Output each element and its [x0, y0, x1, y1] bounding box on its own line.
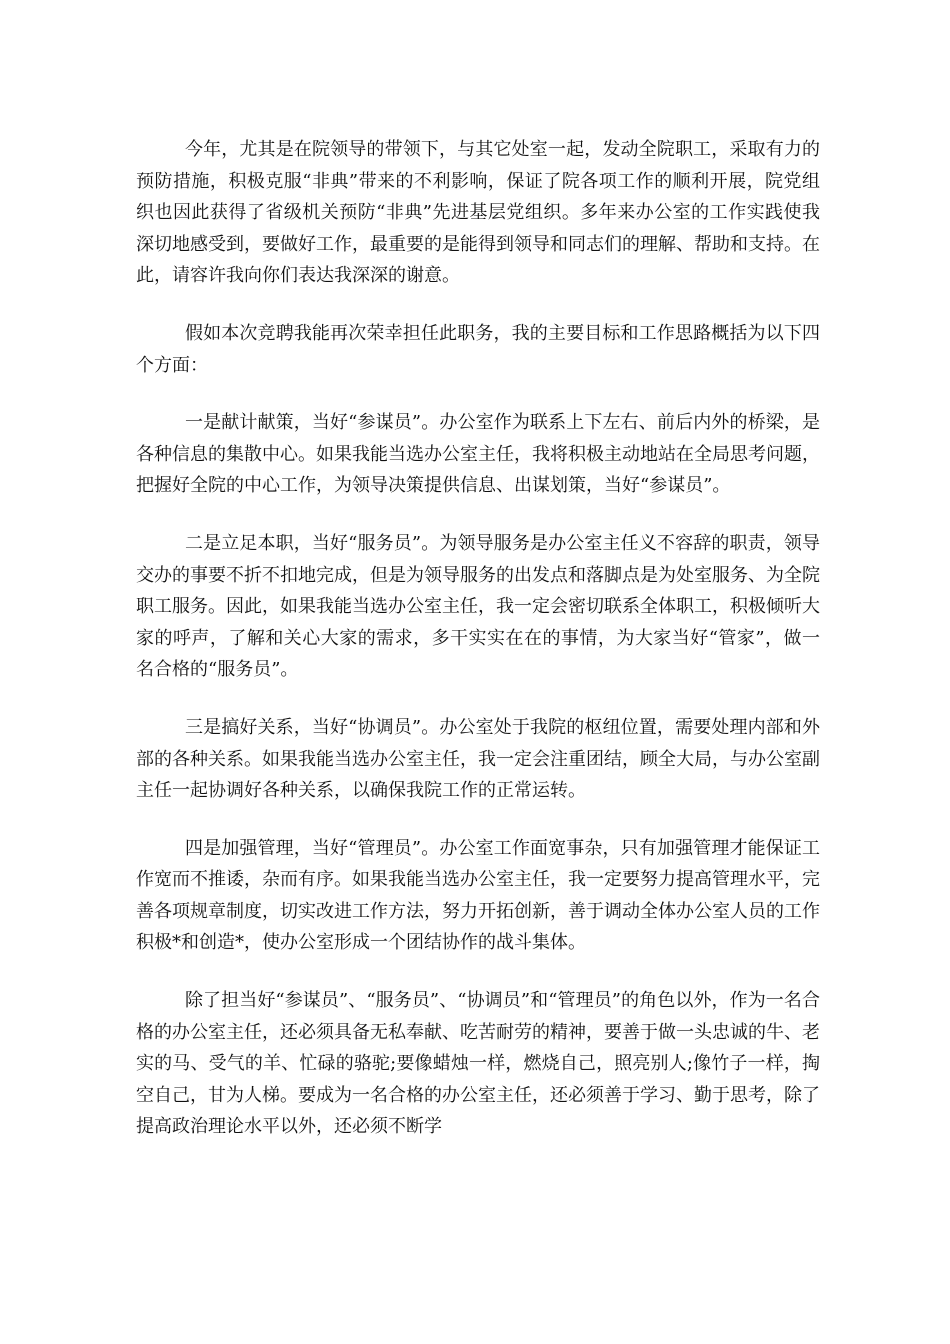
document-body — [136, 134, 820, 1169]
paragraph-coordination: 三是搞好关系，当好“协调员”。办公室处于我院的枢纽位置，需要处理内部和外部的各种关系。如果我能当选办公室主任，我一定会注重团结，顾全大局，与办公室副主任一起协调好各种关系，以确保我院工作的正常运转。 — [136, 716, 820, 802]
paragraph-advisor: 一是献计献策，当好“参谋员”。办公室作为联系上下左右、前后内外的桥梁，是各种信息的集散中心。如果我能当选办公室主任，我将积极主动地站在全局思考问题，把握好全院的中心工作，为领导决策提供信息、出谋划策，当好“参谋员”。 — [136, 412, 820, 497]
paragraph-goals-intro: 假如本次竞聘我能再次荣幸担任此职务，我的主要目标和工作思路概括为以下四个方面： — [136, 322, 820, 376]
paragraph-thanks: 今年，尤其是在院领导的带领下，与其它处室一起，发动全院职工，采取有力的预防措施，积极克服“非典”带来的不利影响，保证了院各项工作的顺利开展，院党组织也因此获得了省级机关预防“非典”先进基层党组织。多年来办公室的工作实践使我深切地感受到，要做好工作，最重要的是能得到领导和同志们的理解、帮助和支持。在此，请容许我向你们表达我深深的谢意。 — [136, 139, 820, 287]
paragraph-management: 四是加强管理，当好“管理员”。办公室工作面宽事杂，只有加强管理才能保证工作宽而不推诿，杂而有序。如果我能当选办公室主任，我一定要努力提高管理水平，完善各项规章制度，切实改进工作方法，努力开拓创新，善于调动全体办公室人员的工作积极*和创造*，使办公室形成一个团结协作的战斗集体。 — [136, 837, 820, 954]
paragraph-dedication: 除了担当好“参谋员”、“服务员”、“协调员”和“管理员”的角色以外，作为一名合格的办公室主任，还必须具备无私奉献、吃苦耐劳的精神，要善于做一头忠诚的牛、老实的马、受气的羊、忙碌的骆驼;要像蜡烛一样，燃烧自己，照亮别人;像竹子一样，掏空自己，甘为人梯。要成为一名合格的办公室主任，还必须善于学习、勤于思考，除了提高政治理论水平以外，还必须不断学 — [136, 990, 820, 1138]
paragraph-service: 二是立足本职，当好“服务员”。为领导服务是办公室主任义不容辞的职责，领导交办的事要不折不扣地完成，但是为领导服务的出发点和落脚点是为处室服务、为全院职工服务。因此，如果我能当选办公室主任，我一定会密切联系全体职工，积极倾听大家的呼声，了解和关心大家的需求，多干实实在在的事情，为大家当好“管家”，做一名合格的“服务员”。 — [136, 532, 820, 681]
